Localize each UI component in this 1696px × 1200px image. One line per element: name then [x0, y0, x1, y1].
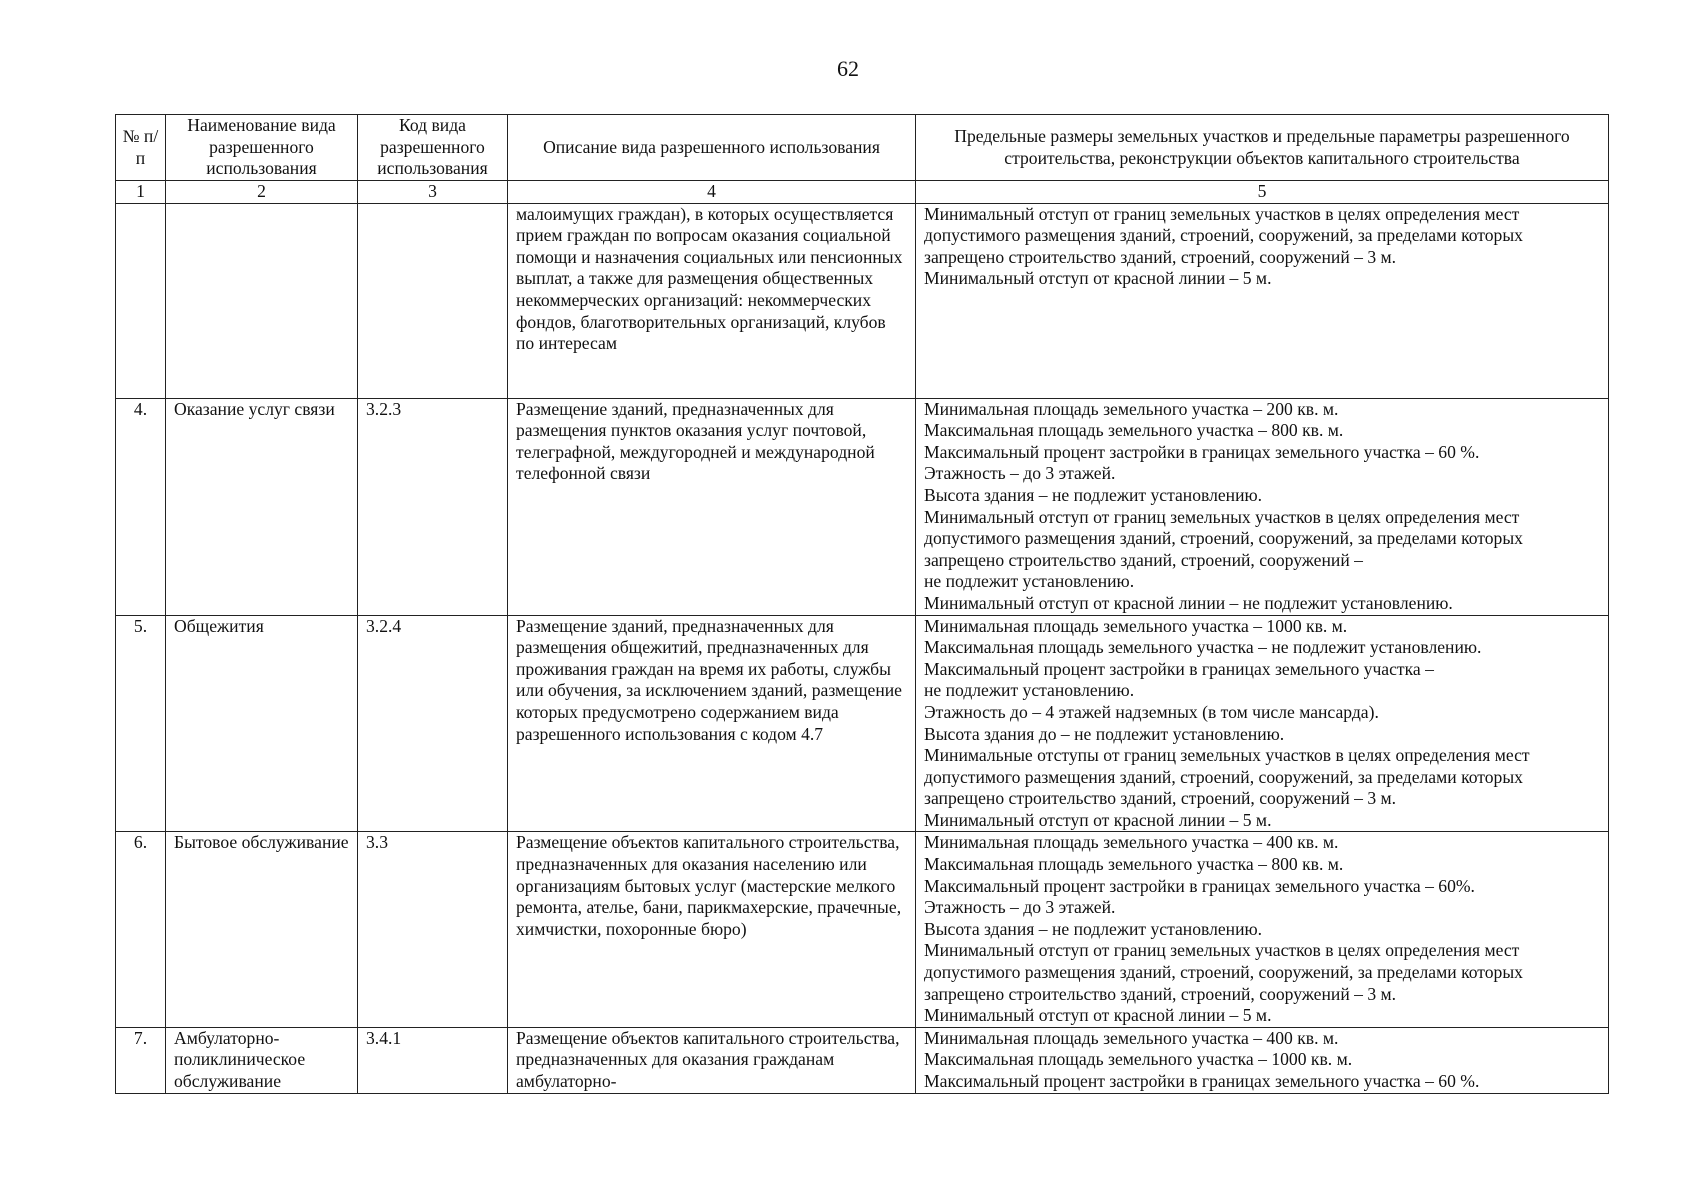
- table-row: [116, 615, 1609, 832]
- row-code: [358, 203, 508, 398]
- table-header-row: [116, 115, 1609, 181]
- row-name: Общежития: [166, 615, 358, 832]
- column-number: 1: [116, 181, 166, 204]
- row-params: Минимальная площадь земельного участка – 400 кв. м. Максимальная площадь земельного участка – 1000 кв. м. Максимальный процент застройки в границах земельного участка – 60 %.: [916, 1027, 1609, 1093]
- regulations-table: [115, 114, 1609, 1094]
- header-name: Наименование вида разрешенного использования: [166, 115, 358, 181]
- row-number: 5.: [116, 615, 166, 832]
- table-row: [116, 1027, 1609, 1093]
- column-number: 2: [166, 181, 358, 204]
- row-name: Амбулаторно-поликлиническое обслуживание: [166, 1027, 358, 1093]
- table-row: [116, 203, 1609, 398]
- row-code: 3.2.3: [358, 398, 508, 615]
- row-params: Минимальная площадь земельного участка – 400 кв. м. Максимальная площадь земельного участка – 800 кв. м. Максимальный процент застройки в границах земельного участка – 60%. Этажность – до 3 этажей. Высота здания – не подлежит установлению. Минимальный отступ от границ земельных участков в целях определения мест допустимого размещения зданий, строений, сооружений, за пределами которых запрещено строительство зданий, строений, сооружений – 3 м. Минимальный отступ от красной линии – 5 м.: [916, 832, 1609, 1027]
- row-name: Бытовое обслуживание: [166, 832, 358, 1027]
- header-number: № п/п: [116, 115, 166, 181]
- column-number: 3: [358, 181, 508, 204]
- header-params: Предельные размеры земельных участков и предельные параметры разрешенного строительства, реконструкции объектов капитального строительства: [916, 115, 1609, 181]
- row-number: 4.: [116, 398, 166, 615]
- row-description: Размещение объектов капитального строительства, предназначенных для оказания населению или организациям бытовых услуг (мастерские мелкого ремонта, ателье, бани, парикмахерские, прачечные, химчистки, похоронные бюро): [508, 832, 916, 1027]
- header-code: Код вида разрешенного использования: [358, 115, 508, 181]
- table-row: [116, 832, 1609, 1027]
- row-params: Минимальная площадь земельного участка – 200 кв. м. Максимальная площадь земельного участка – 800 кв. м. Максимальный процент застройки в границах земельного участка – 60 %. Этажность – до 3 этажей. Высота здания – не подлежит установлению. Минимальный отступ от границ земельных участков в целях определения мест допустимого размещения зданий, строений, сооружений, за пределами которых запрещено строительство зданий, строений, сооружений – не подлежит установлению. Минимальный отступ от красной линии – не подлежит установлению.: [916, 398, 1609, 615]
- column-number-row: [116, 181, 1609, 204]
- row-code: 3.4.1: [358, 1027, 508, 1093]
- row-number: 6.: [116, 832, 166, 1027]
- row-description: Размещение зданий, предназначенных для размещения пунктов оказания услуг почтовой, телеграфной, междугородней и международной телефонной связи: [508, 398, 916, 615]
- row-number: 7.: [116, 1027, 166, 1093]
- row-number: [116, 203, 166, 398]
- column-number: 4: [508, 181, 916, 204]
- row-description: Размещение объектов капитального строительства, предназначенных для оказания гражданам амбулаторно-: [508, 1027, 916, 1093]
- row-name: [166, 203, 358, 398]
- row-code: 3.2.4: [358, 615, 508, 832]
- row-description: малоимущих граждан), в которых осуществляется прием граждан по вопросам оказания социальной помощи и назначения социальных или пенсионных выплат, а также для размещения общественных некоммерческих организаций: некоммерческих фондов, благотворительных организаций, клубов по интересам: [508, 203, 916, 398]
- row-params: Минимальная площадь земельного участка – 1000 кв. м. Максимальная площадь земельного участка – не подлежит установлению. Максимальный процент застройки в границах земельного участка – не подлежит установлению. Этажность до – 4 этажей надземных (в том числе мансарда). Высота здания до – не подлежит установлению. Минимальные отступы от границ земельных участков в целях определения мест допустимого размещения зданий, строений, сооружений, за пределами которых запрещено строительство зданий, строений, сооружений – 3 м. Минимальный отступ от красной линии – 5 м.: [916, 615, 1609, 832]
- row-description: Размещение зданий, предназначенных для размещения общежитий, предназначенных для проживания граждан на время их работы, службы или обучения, за исключением зданий, размещение которых предусмотрено содержанием вида разрешенного использования с кодом 4.7: [508, 615, 916, 832]
- row-name: Оказание услуг связи: [166, 398, 358, 615]
- row-code: 3.3: [358, 832, 508, 1027]
- table-row: [116, 398, 1609, 615]
- row-params: Минимальный отступ от границ земельных участков в целях определения мест допустимого размещения зданий, строений, сооружений, за пределами которых запрещено строительство зданий, строений, сооружений – 3 м. Минимальный отступ от красной линии – 5 м.: [916, 203, 1609, 398]
- header-description: Описание вида разрешенного использования: [508, 115, 916, 181]
- column-number: 5: [916, 181, 1609, 204]
- page-number: 62: [837, 56, 859, 81]
